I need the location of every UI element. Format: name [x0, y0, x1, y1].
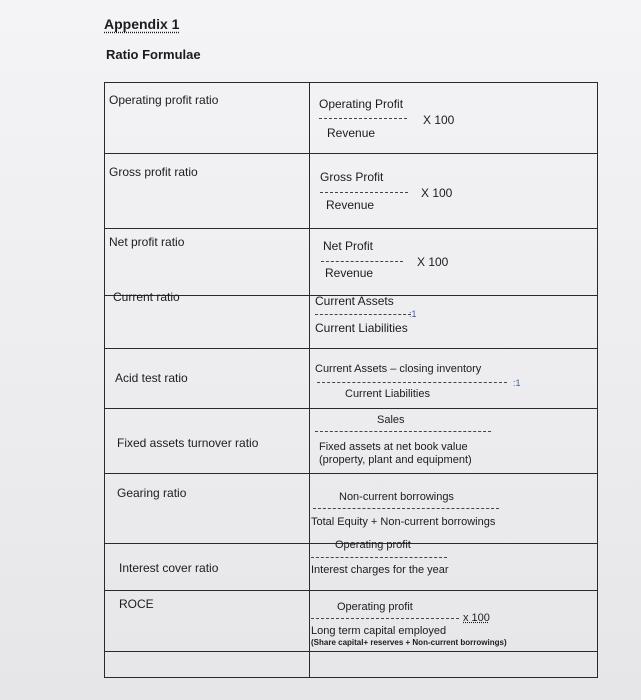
formula-multiplier: X 100: [417, 255, 449, 269]
row-divider: [105, 651, 597, 652]
ratio-name: Operating profit ratio: [109, 93, 219, 107]
row-divider: [105, 408, 597, 409]
row-divider: [105, 228, 597, 229]
formula-denominator: Revenue: [326, 198, 375, 212]
appendix-heading: Appendix 1: [104, 16, 180, 32]
formula-denominator-detail: (Share capital+ reserves + Non-current borrowings): [311, 638, 507, 647]
fraction-line: [321, 261, 403, 262]
ratio-name: Gross profit ratio: [109, 165, 198, 179]
row-divider: [105, 348, 597, 349]
formula-multiplier: :1: [513, 378, 521, 388]
fraction-line: [319, 118, 407, 119]
ratio-name: Current ratio: [113, 290, 180, 304]
formula-denominator: Long term capital employed: [311, 625, 447, 637]
ratio-formulae-table: [104, 82, 598, 678]
ratio-name: Acid test ratio: [115, 371, 188, 385]
formula-numerator: Sales: [377, 414, 405, 426]
formula-numerator: Operating profit: [337, 601, 413, 613]
formula-numerator: Operating Profit: [319, 97, 404, 111]
formula-multiplier: X 100: [423, 113, 455, 127]
formula-numerator: Current Assets – closing inventory: [315, 363, 482, 375]
formula-denominator: Fixed assets at net book value: [319, 441, 468, 453]
ratio-name: Fixed assets turnover ratio: [117, 436, 259, 450]
formula-denominator: Current Liabilities: [345, 388, 430, 400]
row-divider: [105, 590, 597, 591]
row-divider: [105, 473, 597, 474]
fraction-line: [317, 382, 507, 383]
formula-denominator: Total Equity + Non-current borrowings: [311, 516, 496, 528]
fraction-line: [311, 557, 447, 558]
ratio-name: Interest cover ratio: [119, 561, 219, 575]
page-subtitle: Ratio Formulae: [106, 47, 201, 62]
formula-numerator: Gross Profit: [320, 170, 384, 184]
ratio-name: Net profit ratio: [109, 235, 185, 249]
formula-denominator-detail: (property, plant and equipment): [319, 454, 472, 466]
formula-denominator: Current Liabilities: [315, 321, 408, 335]
ratio-name: ROCE: [119, 597, 154, 611]
fraction-line: [315, 431, 491, 432]
formula-denominator: Revenue: [327, 126, 376, 140]
formula-numerator: Net Profit: [323, 239, 374, 253]
formula-numerator: Non-current borrowings: [339, 491, 454, 503]
formula-multiplier: X 100: [421, 186, 453, 200]
column-divider: [309, 83, 310, 677]
formula-denominator: Interest charges for the year: [311, 564, 449, 576]
fraction-line: [320, 192, 408, 193]
ratio-name: Gearing ratio: [117, 486, 187, 500]
row-divider: [105, 153, 597, 154]
formula-multiplier: :1: [409, 309, 417, 319]
fraction-line: [313, 508, 499, 509]
formula-numerator: Current Assets: [315, 294, 394, 308]
fraction-line: [311, 618, 459, 619]
formula-denominator: Revenue: [325, 266, 374, 280]
fraction-line: [315, 314, 411, 315]
formula-numerator: Operating profit: [335, 539, 411, 551]
formula-multiplier: x 100: [463, 612, 490, 624]
